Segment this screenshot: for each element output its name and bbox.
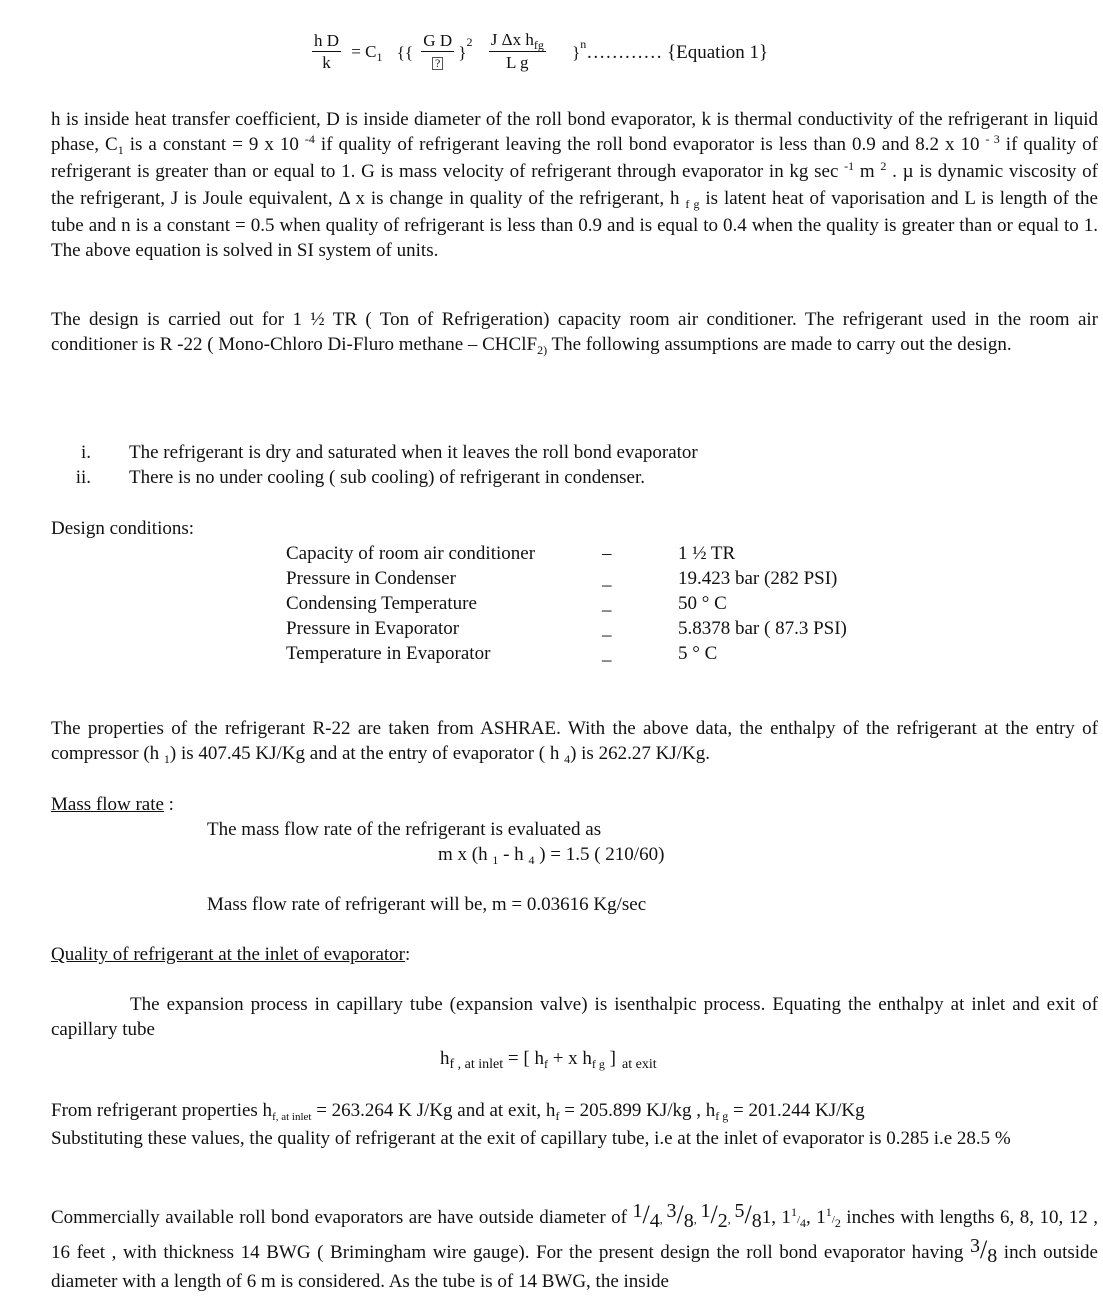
gd-numerator: G D <box>423 30 453 50</box>
paragraph-commercial: Commercially available roll bond evaporators are have outside diameter of $^1$/4, $^3$/8, $^1$/2, $^5$/81, 11/4, 11/2 inches with lengths 6, 8, 10, 12 , 16 feet , with thickness 14 BWG ( Brimingham wire gauge). For the present design the roll bond evaporator having $^3$/8 inch outside diameter with a length of 6 m is considered. As the tube is of 14 BWG, the inside <box>51 1200 1099 1292</box>
lhs-denominator: k <box>322 52 331 72</box>
design-conditions-heading: Design conditions: <box>51 518 195 539</box>
gd-denominator: ? <box>421 52 454 74</box>
list-item: i. The refrigerant is dry and saturated when it leaves the roll bond evaporator <box>80 442 698 463</box>
lhs-fraction <box>312 31 341 74</box>
design-conditions-table <box>286 541 847 666</box>
paragraph-enthalpy: The properties of the refrigerant R-22 are taken from ASHRAE. With the above data, the enthalpy of the refrigerant at the entry of compressor (h $_1$) is 407.45 KJ/Kg and at the entry of evaporator ( h $_4$) is 262.27 KJ/Kg. <box>51 718 1098 766</box>
table-row: Condensing Temperature _ 50 ° C <box>286 593 727 614</box>
n-power: n <box>580 36 587 51</box>
j-numerator: J Δx $h_{fg}$ <box>490 30 544 52</box>
paragraph-design-intro: The design is carried out for 1 ½ TR ( Ton of Refrigeration) capacity room air conditioner. The refrigerant used in the room air conditioner is R -22 ( Mono-Chloro Di-Fluro methane – CHClF$_{2)}$ The following assumptions are made to carry out the design. <box>51 309 1098 357</box>
equation-1 <box>312 30 768 74</box>
equals-c: = C <box>351 41 377 61</box>
paragraph-expansion: The expansion process in capillary tube (expansion valve) is isenthalpic process. Equating the enthalpy at inlet and exit of capillary tube <box>51 994 1098 1040</box>
assumptions-list <box>51 440 698 490</box>
open-braces: {{ <box>396 42 414 62</box>
paragraph-definitions: h is inside heat transfer coefficient, D is inside diameter of the roll bond evaporator, k is thermal conductivity of the refrigerant in liquid phase, $C_1$ is a constant = 9 x 10 $^{-4}$ if quality of refrigerant leaving the roll bond evaporator is less than 0.9 and 8.2 x 10 $^{- 3}$ if quality of refrigerant is greater than or equal to 1. G is mass velocity of refrigerant through evaporator in kg sec $^{-1}$ m $^2$ . µ is dynamic viscosity of the refrigerant, J is Joule equivalent, Δ x is change in quality of the refrigerant, h $_{f g}$ is latent heat of vaporisation and L is length of the tube and n is a constant = 0.5 when quality of refrigerant is less than 0.9 and is equal to 0.4 when the quality is greater than or equal to 1. The above equation is solved in SI system of units. <box>51 109 1099 261</box>
gd-power: 2 <box>466 34 473 49</box>
gd-fraction <box>421 31 454 74</box>
table-row: Pressure in Condenser _ 19.423 bar (282 PSI) <box>286 568 838 589</box>
close-brace: } <box>572 42 581 62</box>
equation-label: ………… {Equation 1} <box>586 41 769 63</box>
gd-close: } <box>458 42 467 62</box>
mass-flow-heading: Mass flow rate : <box>51 794 174 815</box>
table-row: Capacity of room air conditioner – 1 ½ TR <box>286 543 736 564</box>
mass-flow-intro: The mass flow rate of the refrigerant is evaluated as <box>207 819 602 840</box>
enthalpy-equation: $h_{f , at inlet}$ = [ $h_f + x$ $h_{f g}$ ] $_{at exit}$ <box>440 1048 657 1072</box>
lhs-numerator: h D <box>314 30 340 50</box>
mass-flow-result: Mass flow rate of refrigerant will be, m = 0.03616 Kg/sec <box>207 894 647 915</box>
c-subscript: 1 <box>376 49 383 64</box>
table-row: Pressure in Evaporator _ 5.8378 bar ( 87.3 PSI) <box>286 618 847 639</box>
mass-flow-equation: m x (h $_1$ - h $_4$ ) = 1.5 ( 210/60) <box>438 844 665 867</box>
list-item: ii. There is no under cooling ( sub cooling) of refrigerant in condenser. <box>75 467 646 488</box>
j-fraction <box>489 30 546 74</box>
quality-heading: Quality of refrigerant at the inlet of evaporator: <box>51 944 411 965</box>
paragraph-properties: From refrigerant properties $h_{f, at inlet} = 263.264$ K J/Kg and at exit, $h_f = 205.899$ KJ/kg , $h_{f g} = 201.244$ KJ/Kg Substituting these values, the quality of refrigerant at the exit of capillary tube, i.e at the inlet of evaporator is 0.285 i.e 28.5 % <box>51 1100 1011 1149</box>
table-row: Temperature in Evaporator _ 5 ° C <box>286 643 718 664</box>
j-denominator: L g <box>506 53 529 72</box>
